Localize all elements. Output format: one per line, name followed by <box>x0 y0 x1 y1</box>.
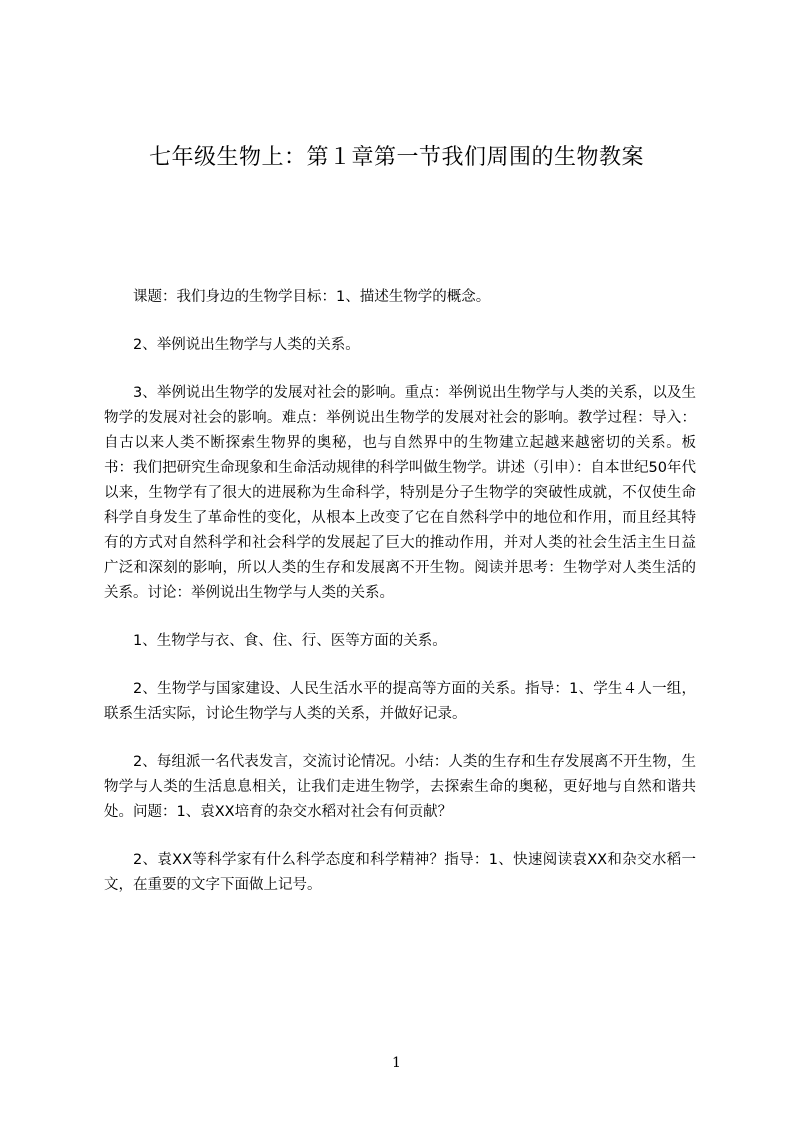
paragraph-goal-3-process: 3、举例说出生物学的发展对社会的影响。重点：举例说出生物学与人类的关系，以及生物学的发展对社会的影响。难点：举例说出生物学的发展对社会的影响。教学过程：导入：自古以来人类不断探索生物界的奥秘，也与自然界中的生物建立起越来越密切的关系。板书：我们把研究生命现象和生命活动规律的科学叫做生物学。讲述（引申）：自本世纪50年代以来，生物学有了很大的进展称为生命科学，特别是分子生物学的突破性成就，不仅使生命科学自身发生了革命性的变化，从根本上改变了它在自然科学中的地位和作用，而且经其特有的方式对自然科学和社会科学的发展起了巨大的推动作用，并对人类的社会生活主生日益广泛和深刻的影响，所以人类的生存和发展离不开生物。阅读并思考：生物学对人类生活的关系。讨论：举例说出生物学与人类的关系。 <box>104 385 696 601</box>
paragraph-summary: 2、每组派一名代表发言，交流讨论情况。小结：人类的生存和生存发展离不开生物，生物学与人类的生活息息相关，让我们走进生物学，去探索生命的奥秘，更好地与自然和谐共处。问题：1、袁XX培育的杂交水稻对社会有何贡献？ <box>104 754 696 820</box>
document-title: 七年级生物上：第１章第一节我们周围的生物教案 <box>148 145 644 170</box>
paragraph-goal-2: 2、举例说出生物学与人类的关系。 <box>133 337 360 353</box>
paragraph-question-2: 2、袁XX等科学家有什么科学态度和科学精神？指导：1、快速阅读袁XX和杂交水稻一文，在重要的文字下面做上记号。 <box>104 852 696 893</box>
page-number: 1 <box>392 1055 401 1071</box>
paragraph-relation-2: 2、生物学与国家建设、人民生活水平的提高等方面的关系。指导：1、学生４人一组，联系生活实际，讨论生物学与人类的关系，并做好记录。 <box>104 681 696 722</box>
paragraph-lesson-goal: 课题：我们身边的生物学目标：1、描述生物学的概念。 <box>133 289 491 305</box>
paragraph-relation-1: 1、生物学与衣、食、住、行、医等方面的关系。 <box>133 633 447 649</box>
document-body <box>104 285 696 921</box>
